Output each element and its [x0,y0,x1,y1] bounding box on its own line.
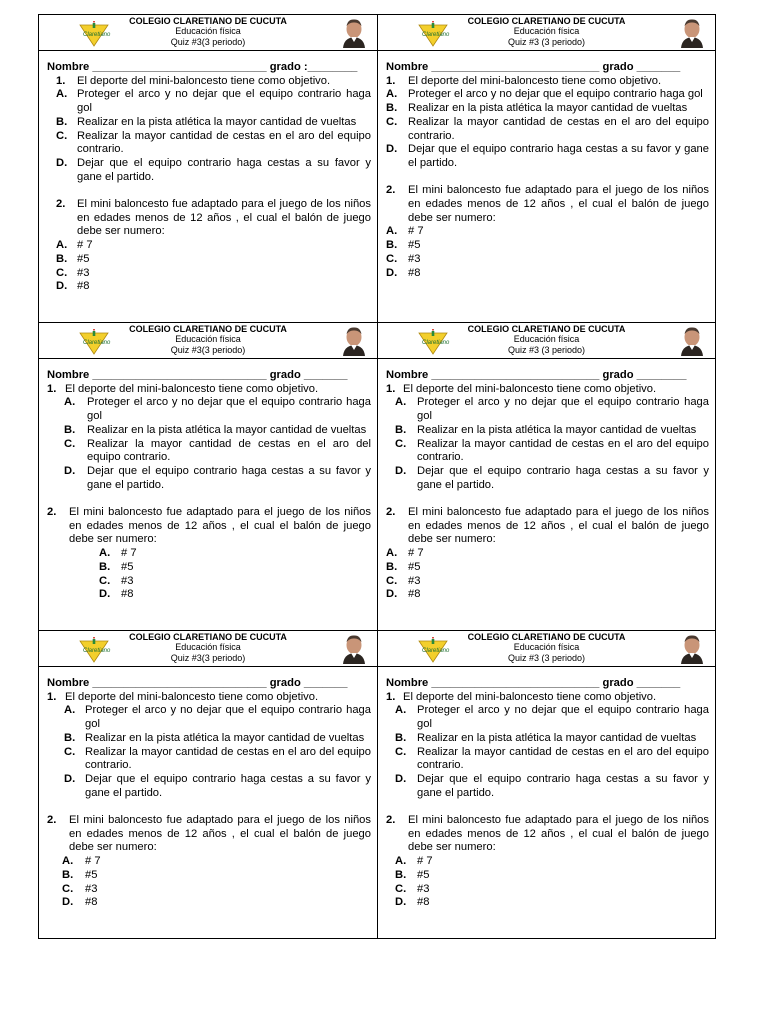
option-text: Realizar en la pista atlética la mayor cantidad de vueltas [87,423,367,436]
quiz-title: Quiz #3 (3 periodo) [507,345,586,355]
question-2 [386,814,709,855]
option-text: #5 [408,560,421,573]
option-b[interactable] [47,116,371,130]
option-label: C. [395,882,407,895]
school-name: COLEGIO CLARETIANO DE CUCUTA [129,632,287,642]
option-a[interactable] [47,88,371,115]
option-label: B. [64,731,76,744]
option-text: #5 [408,239,421,252]
founder-portrait [679,634,705,664]
question-1 [47,383,371,397]
quiz-card-6 [377,630,716,939]
option-label: B. [64,423,76,436]
option-label: B. [386,102,398,115]
quiz-title: Quiz #3(3 periodo) [170,345,246,355]
subject: Educación física [175,642,241,652]
logo-text: Claretiano [422,648,450,654]
question-text: El mini baloncesto fue adaptado para el juego de los niños en edades menos de 12 años , el cual el balón de juego debe ser numero: [77,198,371,238]
option-label: B. [386,239,398,252]
option-label: C. [99,574,111,587]
quiz-title: Quiz #3 (3 periodo) [507,37,586,47]
option-label: C. [64,437,76,450]
option-label: D. [395,464,407,477]
card-header [378,15,715,51]
option-b[interactable] [386,561,709,575]
option-text: Realizar la mayor cantidad de cestas en el aro del equipo contrario. [85,745,371,772]
option-label: A. [56,88,68,101]
question-text: El deporte del mini-baloncesto tiene como objetivo. [77,74,331,87]
option-text: #3 [417,882,430,895]
option-text: Realizar la mayor cantidad de cestas en el aro del equipo contrario. [77,129,371,156]
option-text: Proteger el arco y no dejar que el equipo contrario haga gol [87,396,371,423]
option-label: C. [386,574,398,587]
option-label: C. [395,437,407,450]
question-number: 1. [386,74,396,87]
quiz-body [47,61,371,294]
question-text: El deporte del mini-baloncesto tiene como objetivo. [65,690,319,703]
school-name: COLEGIO CLARETIANO DE CUCUTA [129,324,287,334]
name-line[interactable]: Nombre ____________________________ grado _______ [47,677,348,689]
option-text: Realizar en la pista atlética la mayor cantidad de vueltas [417,731,697,744]
school-name: COLEGIO CLARETIANO DE CUCUTA [129,16,287,26]
founder-portrait [341,18,367,48]
option-text: #3 [408,252,421,265]
quiz-card-5 [38,630,378,939]
card-header [378,323,715,359]
option-text: #8 [77,280,90,293]
option-label: C. [395,745,407,758]
option-a[interactable] [47,855,371,869]
school-name: COLEGIO CLARETIANO DE CUCUTA [467,632,626,642]
question-number: 1. [386,690,396,703]
option-b[interactable] [47,253,371,267]
option-d[interactable] [47,280,371,294]
option-label: A. [395,704,407,717]
option-label: A. [386,225,398,238]
option-text: # 7 [408,225,424,238]
option-text: Proteger el arco y no dejar que el equipo contrario haga gol [417,704,709,731]
question-text: El mini baloncesto fue adaptado para el juego de los niños en edades menos de 12 años , el cual el balón de juego debe ser numero: [408,506,709,546]
option-text: Realizar en la pista atlética la mayor cantidad de vueltas [408,102,688,115]
option-text: #3 [77,266,90,279]
option-label: B. [62,868,74,881]
school-name: COLEGIO CLARETIANO DE CUCUTA [467,324,626,334]
option-label: D. [56,156,68,169]
option-text: #3 [121,574,134,587]
question-text: El mini baloncesto fue adaptado para el juego de los niños en edades menos de 12 años , el cual el balón de juego debe ser numero: [408,184,709,224]
question-text: El deporte del mini-baloncesto tiene como objetivo. [403,382,657,395]
question-text: El mini baloncesto fue adaptado para el juego de los niños en edades menos de 12 años , el cual el balón de juego debe ser numero: [69,506,371,546]
question-number: 2. [47,506,57,519]
card-header [39,323,377,359]
option-text: #8 [408,266,421,279]
option-label: C. [56,129,68,142]
question-number: 2. [386,814,396,827]
option-c[interactable] [47,438,371,465]
logo-text: Claretiano [83,648,111,654]
name-line[interactable]: Nombre ____________________________ grado :________ [47,61,358,73]
quiz-card-3 [38,322,378,631]
option-text: Dejar que el equipo contrario haga cestas a su favor y gane el partido. [77,156,371,183]
option-label: D. [386,588,398,601]
question-text: El deporte del mini-baloncesto tiene como objetivo. [65,382,319,395]
option-d[interactable] [47,896,371,910]
option-text: # 7 [77,239,93,252]
logo-text: Claretiano [422,32,450,38]
option-d[interactable] [47,465,371,492]
option-d[interactable] [386,143,709,170]
question-text: El mini baloncesto fue adaptado para el juego de los niños en edades menos de 12 años , el cual el balón de juego debe ser numero: [408,814,709,854]
card-header [39,15,377,51]
option-text: Dejar que el equipo contrario haga cestas a su favor y gane el partido. [87,464,371,491]
subject: Educación física [175,334,241,344]
option-label: B. [395,868,407,881]
option-text: Realizar la mayor cantidad de cestas en el aro del equipo contrario. [87,437,371,464]
option-label: B. [99,560,111,573]
option-c[interactable] [386,116,709,143]
quiz-title: Quiz #3(3 periodo) [170,653,246,663]
quiz-card-4 [377,322,716,631]
option-text: Realizar la mayor cantidad de cestas en el aro del equipo contrario. [408,115,709,142]
option-text: #5 [85,868,98,881]
quiz-card-2 [377,14,716,323]
option-b[interactable] [386,732,709,746]
name-line[interactable]: Nombre ___________________________ grado ________ [386,369,687,381]
option-label: D. [64,772,76,785]
option-label: D. [99,588,111,601]
option-text: Dejar que el equipo contrario haga cestas a su favor y gane el partido. [85,772,371,799]
option-label: A. [62,855,74,868]
quiz-body [47,369,371,602]
name-line[interactable]: Nombre ____________________________ grado _______ [47,369,348,381]
option-a[interactable] [47,704,371,731]
question-number: 2. [386,506,396,519]
question-text: El mini baloncesto fue adaptado para el juego de los niños en edades menos de 12 años , el cual el balón de juego debe ser numero: [69,814,371,854]
subject: Educación física [513,334,580,344]
card-header [378,631,715,667]
option-text: Proteger el arco y no dejar que el equipo contrario haga gol [77,88,371,115]
quiz-body [386,677,709,910]
option-b[interactable] [386,424,709,438]
option-text: Realizar en la pista atlética la mayor cantidad de vueltas [417,423,697,436]
quiz-card-1 [38,14,378,323]
option-text: #3 [408,574,421,587]
school-name: COLEGIO CLARETIANO DE CUCUTA [467,16,626,26]
question-2 [386,184,709,225]
option-d[interactable] [386,896,709,910]
question-number: 1. [56,74,66,87]
subject: Educación física [175,26,241,36]
option-text: # 7 [417,855,433,868]
quiz-title: Quiz #3 (3 periodo) [507,653,586,663]
option-label: A. [386,88,398,101]
question-text: El deporte del mini-baloncesto tiene como objetivo. [408,74,662,87]
logo-text: Claretiano [83,32,111,38]
option-c[interactable] [386,575,709,589]
subject: Educación física [513,26,580,36]
logo-text: Claretiano [422,340,450,346]
option-text: Realizar en la pista atlética la mayor cantidad de vueltas [77,115,357,128]
option-d[interactable] [386,773,709,800]
option-a[interactable] [386,88,709,102]
question-2 [47,506,371,547]
option-c[interactable] [386,883,709,897]
option-d[interactable] [47,773,371,800]
option-label: C. [64,745,76,758]
quiz-title: Quiz #3(3 periodo) [170,37,246,47]
option-label: C. [386,115,398,128]
founder-portrait [341,634,367,664]
quiz-body [47,677,371,910]
option-b[interactable] [47,869,371,883]
option-label: D. [386,266,398,279]
subject: Educación física [513,642,580,652]
option-d[interactable] [47,588,371,602]
question-1 [47,691,371,705]
option-label: D. [64,464,76,477]
name-line[interactable]: Nombre ___________________________ grado _______ [386,61,681,73]
option-text: Dejar que el equipo contrario haga cestas a su favor y gane el partido. [417,772,709,799]
option-b[interactable] [47,561,371,575]
option-label: C. [62,882,74,895]
option-d[interactable] [386,465,709,492]
option-d[interactable] [386,267,709,281]
option-a[interactable] [47,547,371,561]
question-2 [47,814,371,855]
option-text: #8 [121,588,134,601]
option-text: # 7 [408,547,424,560]
option-label: D. [386,143,398,156]
question-number: 1. [47,382,57,395]
option-label: D. [62,896,74,909]
option-a[interactable] [386,704,709,731]
option-b[interactable] [386,869,709,883]
option-label: B. [56,252,68,265]
option-label: D. [395,772,407,785]
option-text: # 7 [121,547,137,560]
option-c[interactable] [47,130,371,157]
option-b[interactable] [47,424,371,438]
option-text: Realizar la mayor cantidad de cestas en el aro del equipo contrario. [417,745,709,772]
option-a[interactable] [47,396,371,423]
option-label: A. [395,855,407,868]
option-b[interactable] [386,102,709,116]
option-text: Realizar en la pista atlética la mayor cantidad de vueltas [85,731,365,744]
option-text: Dejar que el equipo contrario haga cestas a su favor y gane el partido. [417,464,709,491]
option-c[interactable] [386,253,709,267]
option-c[interactable] [47,575,371,589]
question-2 [47,198,371,239]
founder-portrait [679,18,705,48]
option-label: B. [395,731,407,744]
option-text: #8 [417,896,430,909]
option-label: A. [386,547,398,560]
option-text: Proteger el arco y no dejar que el equipo contrario haga gol [85,704,371,731]
option-c[interactable] [47,746,371,773]
option-a[interactable] [386,396,709,423]
option-label: C. [386,252,398,265]
option-text: #8 [408,588,421,601]
option-d[interactable] [47,157,371,184]
question-number: 1. [47,690,57,703]
option-text: #8 [85,896,98,909]
option-c[interactable] [47,267,371,281]
option-c[interactable] [386,746,709,773]
question-text: El deporte del mini-baloncesto tiene como objetivo. [403,690,657,703]
option-text: #3 [85,882,98,895]
option-c[interactable] [386,438,709,465]
option-d[interactable] [386,588,709,602]
option-text: #5 [417,868,430,881]
option-label: C. [56,266,68,279]
option-a[interactable] [386,547,709,561]
option-label: A. [99,547,111,560]
option-label: A. [395,396,407,409]
option-text: #5 [77,252,90,265]
option-text: Realizar la mayor cantidad de cestas en el aro del equipo contrario. [417,437,709,464]
name-line[interactable]: Nombre ___________________________ grado _______ [386,677,681,689]
question-number: 2. [56,198,66,211]
option-a[interactable] [386,225,709,239]
option-label: A. [56,239,68,252]
option-text: Dejar que el equipo contrario haga cestas a su favor y gane el partido. [408,143,709,169]
quiz-body [386,61,709,280]
question-1 [386,691,709,705]
question-2 [386,506,709,547]
question-number: 2. [386,184,396,197]
option-b[interactable] [47,732,371,746]
question-1 [386,75,709,89]
option-label: B. [395,423,407,436]
option-a[interactable] [386,855,709,869]
option-b[interactable] [386,239,709,253]
option-label: B. [56,115,68,128]
option-label: B. [386,560,398,573]
option-text: Proteger el arco y no dejar que el equipo contrario haga gol [408,88,703,101]
question-number: 1. [386,382,396,395]
quiz-body [386,369,709,602]
question-1 [47,75,371,89]
founder-portrait [679,326,705,356]
option-text: Proteger el arco y no dejar que el equipo contrario haga gol [417,396,709,423]
question-number: 2. [47,814,57,827]
option-text: # 7 [85,855,101,868]
option-c[interactable] [47,883,371,897]
option-a[interactable] [47,239,371,253]
logo-text: Claretiano [83,340,111,346]
option-label: D. [395,896,407,909]
option-label: D. [56,280,68,293]
option-label: A. [64,396,76,409]
founder-portrait [341,326,367,356]
option-label: A. [64,704,76,717]
question-1 [386,383,709,397]
option-text: #5 [121,560,134,573]
card-header [39,631,377,667]
